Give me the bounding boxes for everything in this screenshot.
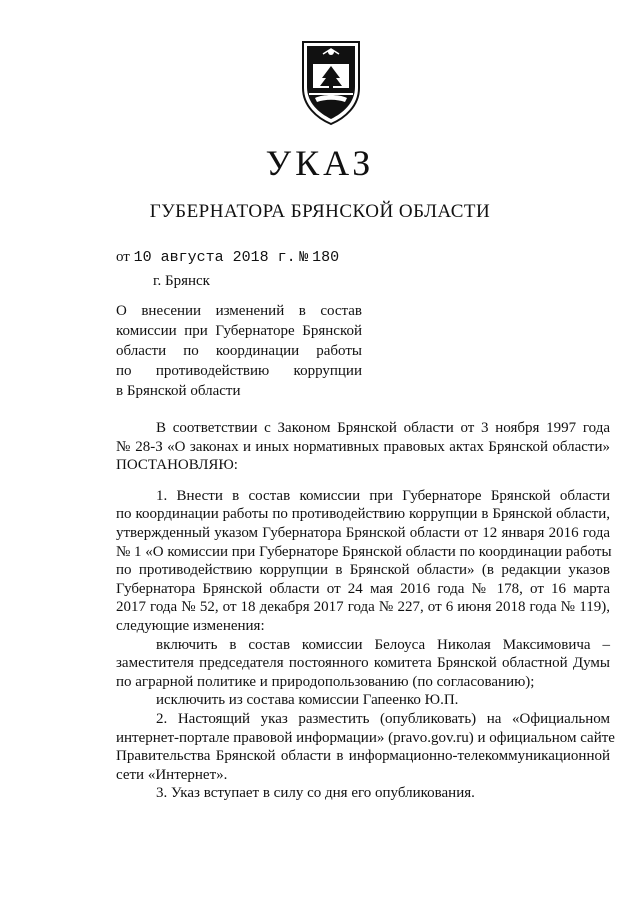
item1-line: 1. Внести в состав комиссии при Губернаторе Брянской области — [156, 487, 610, 504]
item2-line: 2. Настоящий указ разместить (опубликовать) на «Официальном — [156, 710, 610, 727]
item2-line: сети «Интернет». — [116, 766, 228, 783]
item1-line: утвержденный указом Губернатора Брянской области от 12 января 2016 года — [116, 524, 610, 541]
document-date: 10 августа 2018 г. — [133, 249, 296, 266]
document-body — [116, 419, 615, 803]
preamble-line: ПОСТАНОВЛЯЮ: — [116, 457, 238, 474]
caption-line: в Брянской области — [116, 383, 241, 399]
exclude-line: исключить из состава комиссии Гапеенко Ю.П. — [156, 692, 459, 709]
coat-of-arms-icon — [295, 36, 367, 126]
item1-line: Губернатора Брянской области от 24 мая 2016 года № 178, от 16 марта — [116, 580, 610, 597]
number-sign: № — [299, 249, 309, 266]
caption-line: комиссии при Губернаторе Брянской — [116, 323, 362, 339]
item2-line: интернет-портале правовой информации» (pravo.gov.ru) и официальном сайте — [116, 729, 615, 746]
include-line: по аграрной политике и природопользованию (по согласованию); — [116, 673, 535, 690]
item1-line: № 1 «О комиссии при Губернаторе Брянской области по координации работы — [116, 543, 612, 560]
document-caption — [116, 301, 362, 401]
date-prefix: от — [116, 249, 130, 265]
include-line: включить в состав комиссии Белоуса Николая Максимовича – — [156, 636, 610, 653]
document-city: г. Брянск — [153, 273, 210, 289]
date-number-line — [116, 248, 339, 267]
preamble-line: № 28-З «О законах и иных нормативных правовых актах Брянской области» — [116, 438, 610, 455]
document-number: 180 — [312, 249, 340, 266]
item1-line: 2017 года № 52, от 18 декабря 2017 года № 227, от 6 июня 2018 года № 119), — [116, 599, 610, 616]
caption-line: по противодействию коррупции — [116, 363, 362, 379]
caption-line: О внесении изменений в состав — [116, 303, 362, 319]
preamble-line: В соответствии с Законом Брянской области от 3 ноября 1997 года — [156, 420, 610, 436]
item1-line: по координации работы по противодействию коррупции в Брянской области, — [116, 506, 610, 523]
item1-line: по противодействию коррупции в Брянской области» (в редакции указов — [116, 562, 610, 579]
item3-line: 3. Указ вступает в силу со дня его опубликования. — [156, 785, 475, 802]
caption-line: области по координации работы — [116, 343, 362, 359]
item2-line: Правительства Брянской области в информационно-телекоммуникационной — [116, 748, 610, 765]
document-title: УКАЗ — [265, 143, 375, 183]
item1-line: следующие изменения: — [116, 617, 265, 634]
include-line: заместителя председателя постоянного комитета Брянской областной Думы — [116, 655, 610, 672]
document-issuer: ГУБЕРНАТОРА БРЯНСКОЙ ОБЛАСТИ — [149, 201, 491, 222]
